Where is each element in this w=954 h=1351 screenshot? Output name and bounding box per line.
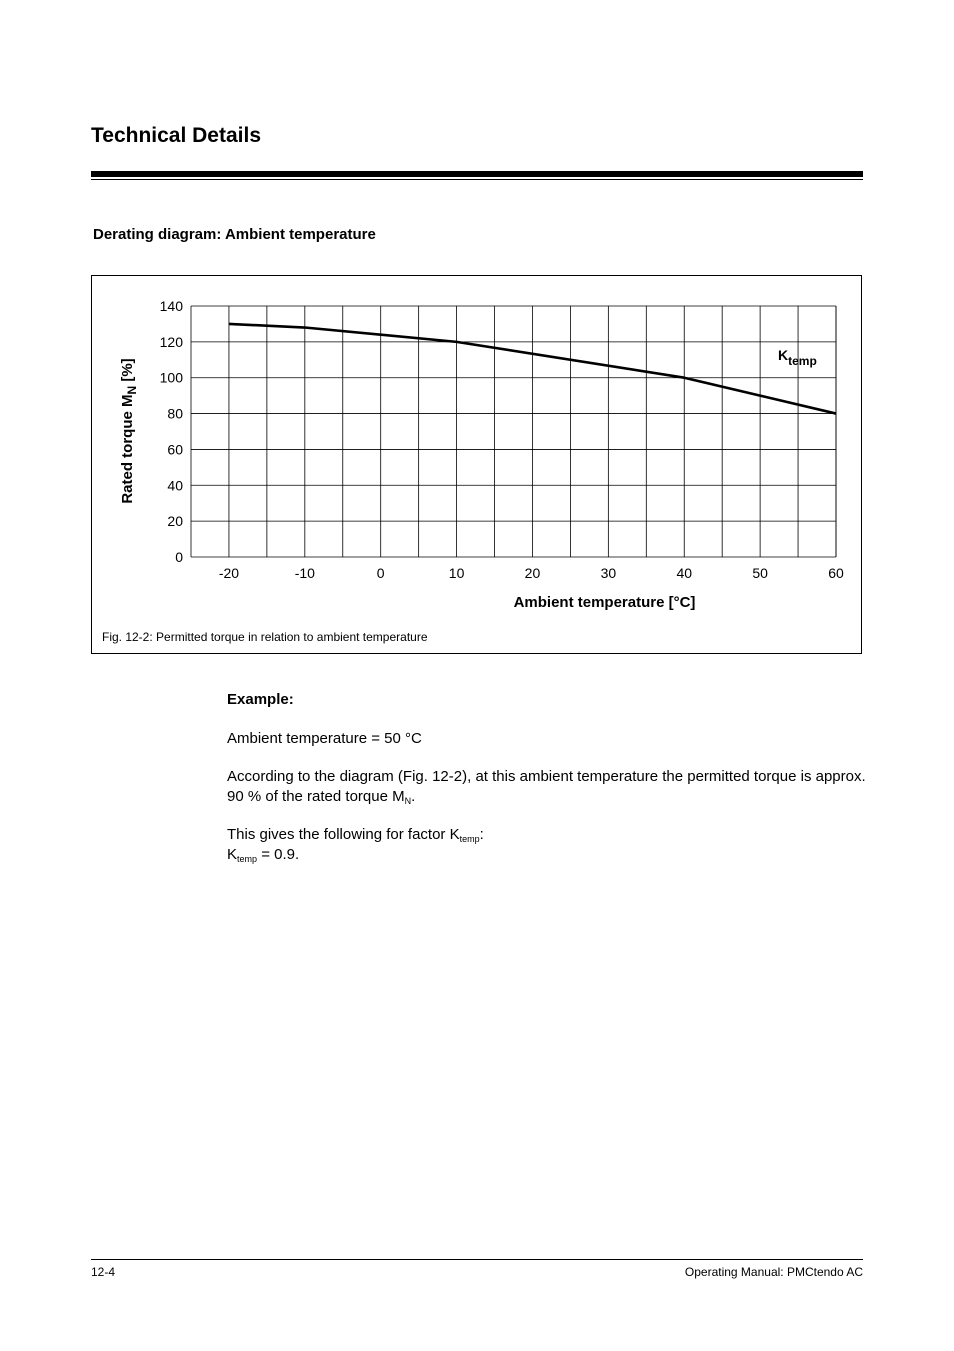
subscript: temp — [237, 854, 258, 864]
y-tick-label: 120 — [159, 333, 183, 350]
subscript: N — [404, 796, 412, 806]
x-tick-label: 0 — [376, 565, 385, 581]
derating-chart — [92, 276, 863, 655]
punctuation: : — [479, 826, 484, 843]
example-paragraph-text: According to the diagram (Fig. 12-2), at this ambient temperature the permitted torque is approx. 90 % of the rated torque M — [227, 768, 866, 805]
manual-title: Operating Manual: PMCtendo AC — [684, 1265, 863, 1279]
x-tick-label: 20 — [524, 565, 541, 581]
y-tick-label: 140 — [159, 298, 183, 314]
page-number: 12-4 — [91, 1265, 116, 1279]
y-tick-label: 40 — [167, 477, 183, 494]
subscript: temp — [459, 834, 480, 844]
figure-caption: Fig. 12-2: Permitted torque in relation to ambient temperature — [102, 630, 428, 644]
example-factor-text: This gives the following for factor K — [227, 826, 460, 843]
x-tick-label: 60 — [828, 565, 844, 581]
figure-frame — [91, 275, 862, 654]
factor-symbol: K — [227, 846, 238, 863]
header-rule-thick — [91, 171, 863, 177]
example-factor-paragraph — [227, 825, 867, 865]
punctuation: . — [411, 788, 416, 805]
footer-rule — [91, 1259, 863, 1260]
series-label-ktemp: Ktemp — [778, 347, 817, 368]
x-axis-label: Ambient temperature [°C] — [513, 594, 696, 611]
y-axis-label: Rated torque $M_N$ [%] — [119, 358, 139, 504]
example-ambient-temperature: Ambient temperature = 50 °C — [227, 730, 422, 747]
y-tick-label: 100 — [159, 369, 183, 386]
header-rule-thin — [91, 179, 863, 180]
y-tick-label: 60 — [167, 441, 183, 458]
x-tick-label: 30 — [600, 565, 617, 581]
example-paragraph — [227, 767, 867, 807]
factor-value: = 0.9. — [257, 846, 300, 863]
x-tick-label: 40 — [676, 565, 693, 581]
x-tick-label: 50 — [752, 565, 768, 581]
x-tick-label: -10 — [294, 565, 315, 581]
y-tick-label: 0 — [175, 549, 183, 565]
y-tick-label: 80 — [167, 405, 183, 422]
example-label: Example: — [227, 691, 294, 708]
y-tick-label: 20 — [167, 513, 183, 530]
section-heading: Derating diagram: Ambient temperature — [93, 226, 376, 243]
x-tick-label: 10 — [448, 565, 465, 581]
x-tick-label: -20 — [218, 565, 240, 581]
page-title: Technical Details — [91, 124, 262, 147]
